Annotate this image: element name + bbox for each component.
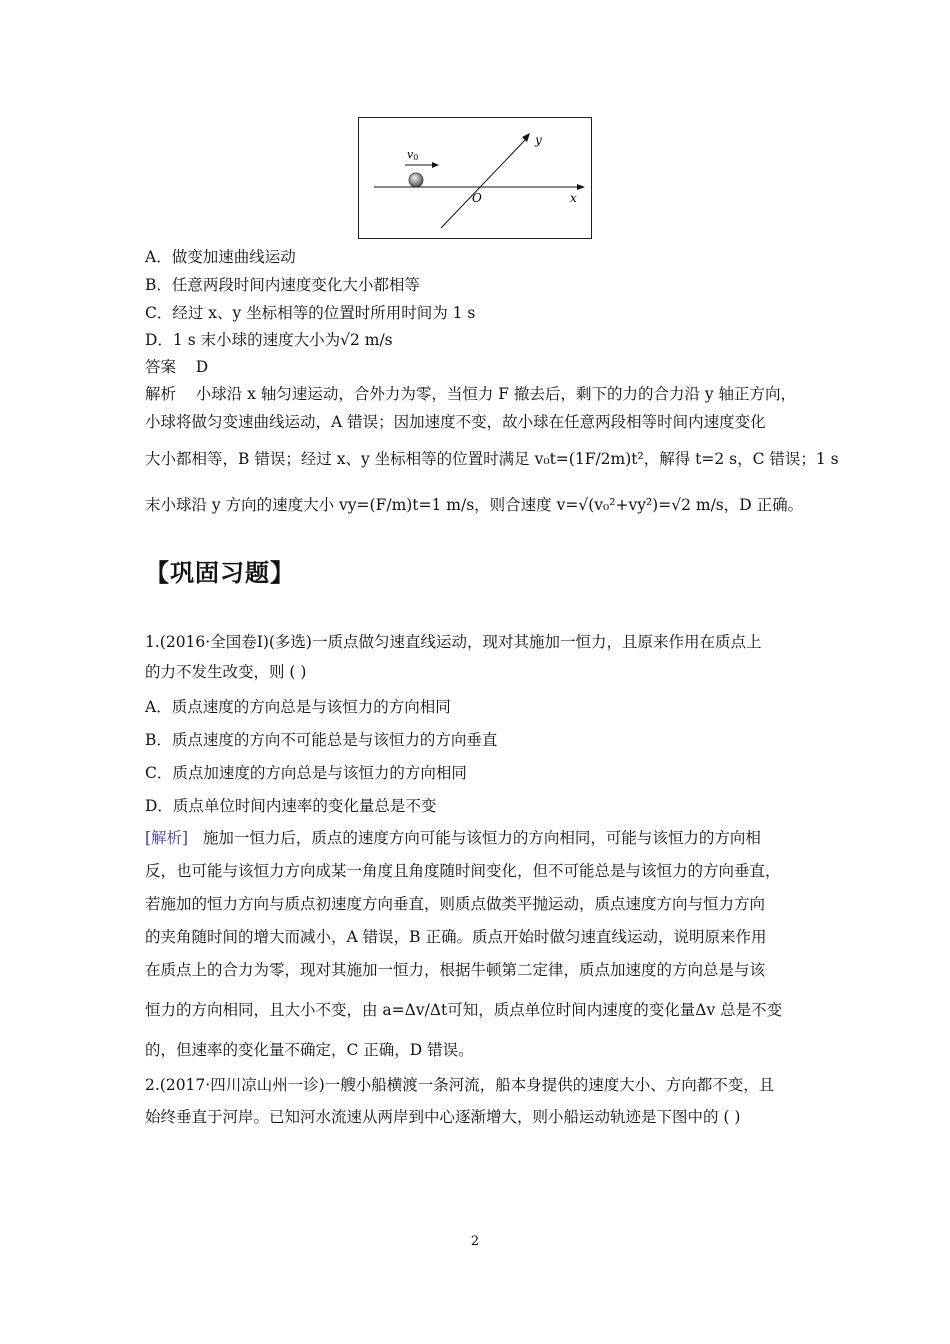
analysis-line: 反，也可能与该恒力方向成某一角度且角度随时间变化，但不可能总是与该恒力的方向垂直， bbox=[145, 862, 781, 880]
analysis-line: 恒力的方向相同，且大小不变，由 a=Δv/Δt可知，质点单位时间内速度的变化量Δv 总是不变 bbox=[145, 1001, 783, 1019]
x-axis-arrowhead bbox=[577, 184, 585, 190]
y-label: y bbox=[535, 133, 542, 147]
x-label: x bbox=[570, 191, 577, 205]
analysis-text: 施加一恒力后，质点的速度方向可能与该恒力的方向相同，可能与该恒力的方向相 bbox=[202, 829, 761, 847]
analysis-tag: [解析] bbox=[145, 829, 189, 847]
origin-label: O bbox=[472, 191, 482, 205]
stem-line: 的力不发生改变，则 ( ) bbox=[145, 663, 307, 681]
answer-line bbox=[145, 357, 208, 377]
analysis-line: 的，但速率的变化量不确定，C 正确，D 错误。 bbox=[145, 1041, 474, 1059]
page-number: 2 bbox=[470, 1234, 480, 1249]
y-axis bbox=[441, 139, 526, 228]
q1-option-b: B．质点速度的方向不可能总是与该恒力的方向垂直 bbox=[145, 731, 498, 749]
ball bbox=[409, 173, 423, 187]
option-c: C．经过 x、y 坐标相等的位置时所用时间为 1 s bbox=[145, 304, 476, 322]
option-a: A．做变加速曲线运动 bbox=[145, 248, 296, 266]
question-1-stem bbox=[145, 632, 810, 682]
analysis-line: 大小都相等，B 错误；经过 x、y 坐标相等的位置时满足 v₀t=(1F/2m)t²，解得 t=2 s，C 错误；1 s bbox=[145, 450, 839, 468]
answer-label: 答案 bbox=[145, 358, 177, 376]
stem-line: 1.(2016·全国卷Ⅰ)(多选)一质点做匀速直线运动，现对其施加一恒力，且原来作用在质点上 bbox=[145, 633, 762, 651]
analysis-text: 小球沿 x 轴匀速运动，合外力为零，当恒力 F 撤去后，剩下的力的合力沿 y 轴正方向， bbox=[195, 385, 797, 403]
q1-option-d: D．质点单位时间内速率的变化量总是不变 bbox=[145, 797, 437, 815]
q1-analysis bbox=[145, 828, 810, 1060]
analysis-line: 小球将做匀变速曲线运动，A 错误；因加速度不变，故小球在任意两段相等时间内速度变化 bbox=[145, 413, 766, 431]
analysis-block bbox=[145, 384, 839, 515]
analysis-label: 解析 bbox=[145, 385, 177, 403]
question-2-stem bbox=[145, 1075, 810, 1127]
section-title: 【巩固习题】 bbox=[145, 559, 295, 587]
velocity-arrowhead bbox=[432, 162, 439, 168]
analysis-line bbox=[145, 384, 810, 404]
analysis-line: 在质点上的合力为零，现对其施加一恒力，根据牛顿第二定律，质点加速度的方向总是与该 bbox=[145, 961, 766, 979]
y-axis-arrowhead bbox=[522, 133, 530, 142]
stem-line: 2.(2017·四川凉山州一诊)一艘小船横渡一条河流，船本身提供的速度大小、方向都不变，且 bbox=[145, 1076, 775, 1094]
stem-line: 始终垂直于河岸。已知河水流速从两岸到中心逐渐增大，则小船运动轨迹是下图中的 ( ) bbox=[145, 1108, 741, 1126]
answer-value: D bbox=[195, 358, 209, 376]
motion-diagram bbox=[358, 117, 592, 239]
analysis-line: 的夹角随时间的增大而减小，A 错误，B 正确。质点开始时做匀速直线运动，说明原来作用 bbox=[145, 928, 767, 946]
analysis-line bbox=[145, 828, 810, 848]
option-d: D．1 s 末小球的速度大小为√2 m/s bbox=[145, 331, 393, 349]
q1-option-a: A．质点速度的方向总是与该恒力的方向相同 bbox=[145, 698, 451, 716]
coordinate-axes-drawing bbox=[359, 118, 593, 240]
analysis-line: 若施加的恒力方向与质点初速度方向垂直，则质点做类平抛运动，质点速度方向与恒力方向 bbox=[145, 895, 766, 913]
option-b: B．任意两段时间内速度变化大小都相等 bbox=[145, 276, 420, 294]
v0-label: v0 bbox=[407, 148, 419, 162]
q1-option-c: C．质点加速度的方向总是与该恒力的方向相同 bbox=[145, 764, 467, 782]
analysis-line: 末小球沿 y 方向的速度大小 vy=(F/m)t=1 m/s，则合速度 v=√(v₀²+vy²)=√2 m/s，D 正确。 bbox=[145, 496, 804, 514]
